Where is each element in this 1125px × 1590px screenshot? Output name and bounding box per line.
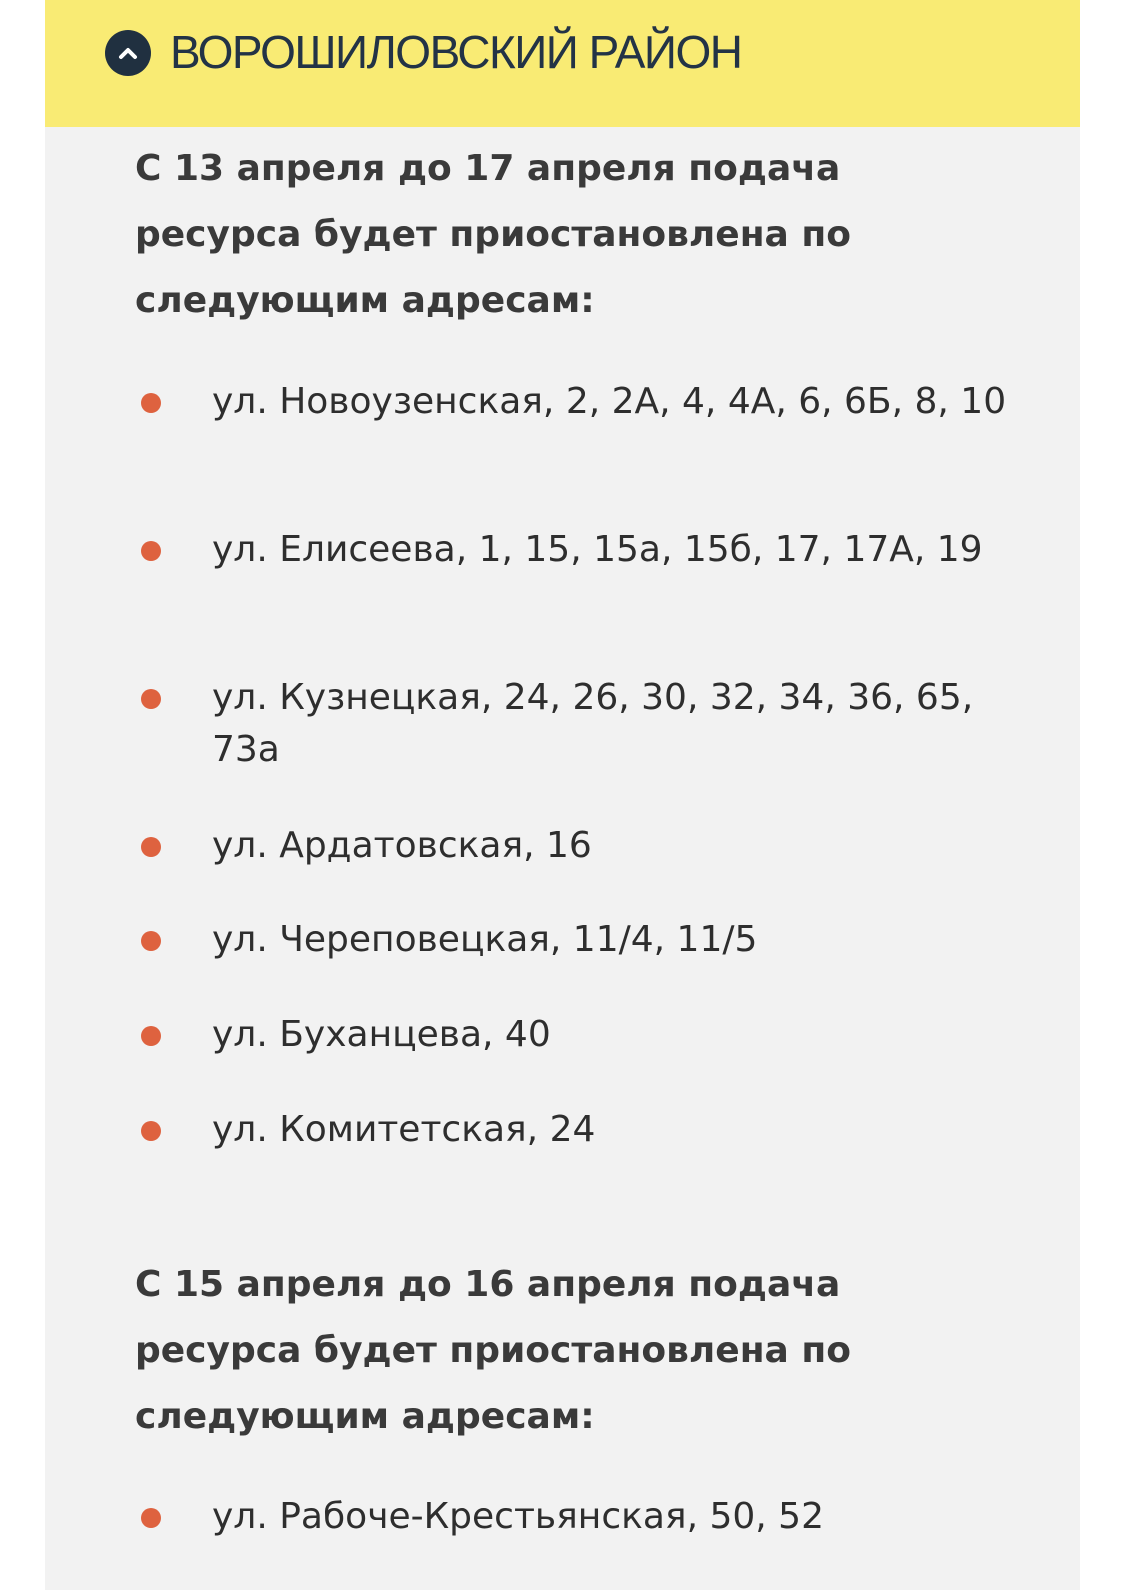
district-title: ВОРОШИЛОВСКИЙ РАЙОН — [170, 26, 742, 78]
section-heading: С 15 апреля до 16 апреля подача ресурса будет приостановлена по следующим адресам: — [135, 1264, 851, 1437]
district-card — [45, 0, 1080, 1590]
address-text: ул. Комитетская, 24 — [212, 1109, 596, 1150]
bullet-icon — [141, 931, 161, 951]
address-text: ул. Череповецкая, 11/4, 11/5 — [212, 919, 758, 960]
address-text: ул. Новоузенская, 2, 2А, 4, 4А, 6, 6Б, 8, 10 — [212, 381, 1007, 422]
address-text: ул. Ардатовская, 16 — [212, 825, 592, 866]
chevron-up-icon[interactable] — [105, 30, 151, 76]
address-text: ул. Кузнецкая, 24, 26, 30, 32, 34, 36, 65, 73а — [212, 677, 974, 770]
address-text: ул. Буханцева, 40 — [212, 1014, 551, 1055]
bullet-icon — [141, 541, 161, 561]
bullet-icon — [141, 393, 161, 413]
district-accordion-header[interactable] — [45, 0, 1080, 127]
bullet-icon — [141, 1508, 161, 1528]
address-text: ул. Рабоче-Крестьянская, 50, 52 — [212, 1496, 824, 1537]
bullet-icon — [141, 689, 161, 709]
bullet-icon — [141, 1121, 161, 1141]
bullet-icon — [141, 1026, 161, 1046]
bullet-icon — [141, 837, 161, 857]
address-text: ул. Елисеева, 1, 15, 15а, 15б, 17, 17А, 19 — [212, 529, 983, 570]
section-heading: С 13 апреля до 17 апреля подача ресурса будет приостановлена по следующим адресам: — [135, 148, 851, 321]
